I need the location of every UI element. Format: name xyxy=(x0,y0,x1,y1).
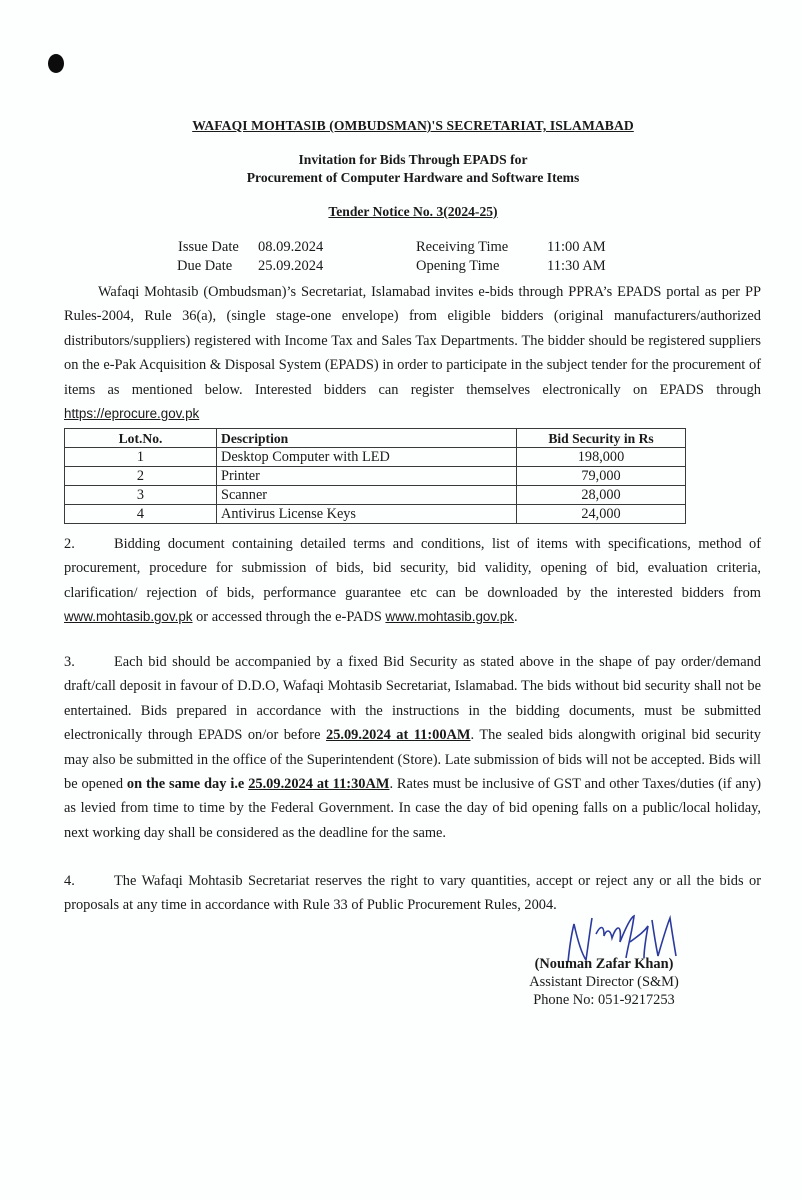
lot-number: 4 xyxy=(65,505,217,524)
mohtasib-link-1[interactable]: www.mohtasib.gov.pk xyxy=(64,609,193,625)
lot-number: 1 xyxy=(65,448,217,467)
paragraph-number: 4. xyxy=(64,873,75,889)
lot-number: 2 xyxy=(65,467,217,486)
para3-text-3: . Rates must be inclusive of GST and other Taxes/duties (if any) as levied from time to time by the Federal Government. In case the day of bid opening falls on a public/local holiday, next working day shall be considered as the deadline for the same. xyxy=(64,776,761,841)
paragraph-4 xyxy=(64,869,761,918)
lot-description: Scanner xyxy=(217,486,517,505)
receiving-time-label: Receiving Time xyxy=(416,239,509,255)
signatory-block xyxy=(494,955,714,1009)
subtitle-line-1: Invitation for Bids Through EPADS for xyxy=(298,152,528,167)
para2-text-2: or accessed through the e-PADS xyxy=(192,609,386,626)
lot-bid-security: 24,000 xyxy=(517,505,686,524)
header-lot-no: Lot.No. xyxy=(65,429,217,448)
due-date-label: Due Date xyxy=(177,258,233,274)
issue-date-value: 08.09.2024 xyxy=(258,239,324,255)
same-day-text: on the same day i.e xyxy=(126,776,249,793)
eprocure-link[interactable]: https://eprocure.gov.pk xyxy=(64,406,200,422)
para3-text-2: . The sealed bids alongwith original bid security may also be submitted in the office of the Superintendent (Store). Late submission of bids will not be accepted. Bids will be opened xyxy=(64,727,761,793)
para3-text-1: Each bid should be accompanied by a fixed Bid Security as stated above in the shape of pay order/demand draft/call deposit in favour of D.D.O, Wafaqi Mohtasib Secretariat, Islamabad. The bids without bid security shall not be entertained. Bids prepared in accordance with the instructions in the bidding documents, must be submitted electronically through EPADS on/or before xyxy=(64,654,761,744)
lot-description: Antivirus License Keys xyxy=(217,505,517,524)
table-row xyxy=(65,467,686,486)
lot-description: Printer xyxy=(217,467,517,486)
organization-title: WAFAQI MOHTASIB (OMBUDSMAN)'S SECRETARIAT, ISLAMABAD xyxy=(192,118,634,133)
due-date-value: 25.09.2024 xyxy=(258,258,324,274)
signatory-designation: Assistant Director (S&M) xyxy=(529,974,679,990)
intro-paragraph xyxy=(64,280,761,426)
lot-bid-security: 198,000 xyxy=(517,448,686,467)
paragraph-3 xyxy=(64,650,761,845)
signatory-phone: Phone No: 051-9217253 xyxy=(533,992,675,1008)
submission-deadline: 25.09.2024 at 11:00AM xyxy=(326,727,471,744)
table-row xyxy=(65,448,686,467)
tender-notice-number: Tender Notice No. 3(2024-25) xyxy=(328,204,498,219)
paragraph-number: 3. xyxy=(64,654,75,670)
signatory-name: (Nouman Zafar Khan) xyxy=(534,956,674,972)
paragraph-2 xyxy=(64,532,761,630)
table-header-row xyxy=(65,429,686,448)
subtitle-line-2: Procurement of Computer Hardware and Software Items xyxy=(246,170,580,185)
lot-number: 3 xyxy=(65,486,217,505)
para4-text: The Wafaqi Mohtasib Secretariat reserves the right to vary quantities, accept or reject any or all the bids or proposals at any time in accordance with Rule 33 of Public Procurement Rules, 2004. xyxy=(64,873,761,914)
receiving-time-value: 11:00 AM xyxy=(547,239,606,255)
notice-subtitle xyxy=(64,151,762,187)
para2-text-3: . xyxy=(513,609,518,626)
intro-text: Wafaqi Mohtasib (Ombudsman)’s Secretariat, Islamabad invites e-bids through PPRA’s EPADS portal as per PP Rules-2004, Rule 36(a), (single stage-one envelope) from eligible bidders (original manufacturers/authorized distributors/suppliers) registered with Income Tax and Sales Tax Departments. The bidder should be registered suppliers on the e-Pak Acquisition & Disposal System (EPADS) in order to participate in the subject tender for the procurement of items as mentioned below. Interested bidders can register themselves electronically on EPADS through xyxy=(64,284,761,398)
table-row xyxy=(65,505,686,524)
header-description: Description xyxy=(217,429,517,448)
header-bid-security: Bid Security in Rs xyxy=(517,429,686,448)
punch-hole-mark xyxy=(48,54,64,73)
table-row xyxy=(65,486,686,505)
opening-time-label: Opening Time xyxy=(416,258,500,274)
lots-table xyxy=(64,428,686,524)
lot-bid-security: 79,000 xyxy=(517,467,686,486)
para2-text-1: Bidding document containing detailed terms and conditions, list of items with specifications, method of procurement, procedure for submission of bids, bid security, bid validity, opening of bid, evaluation criteria, clarification/ rejection of bids, performance guarantee etc can be downloaded by the interested bidders from xyxy=(64,536,761,601)
issue-date-label: Issue Date xyxy=(178,239,239,255)
lot-description: Desktop Computer with LED xyxy=(217,448,517,467)
mohtasib-link-2[interactable]: www.mohtasib.gov.pk xyxy=(385,609,514,625)
opening-datetime: 25.09.2024 at 11:30AM xyxy=(248,776,390,793)
opening-time-value: 11:30 AM xyxy=(547,258,606,274)
paragraph-number: 2. xyxy=(64,536,75,552)
lot-bid-security: 28,000 xyxy=(517,486,686,505)
